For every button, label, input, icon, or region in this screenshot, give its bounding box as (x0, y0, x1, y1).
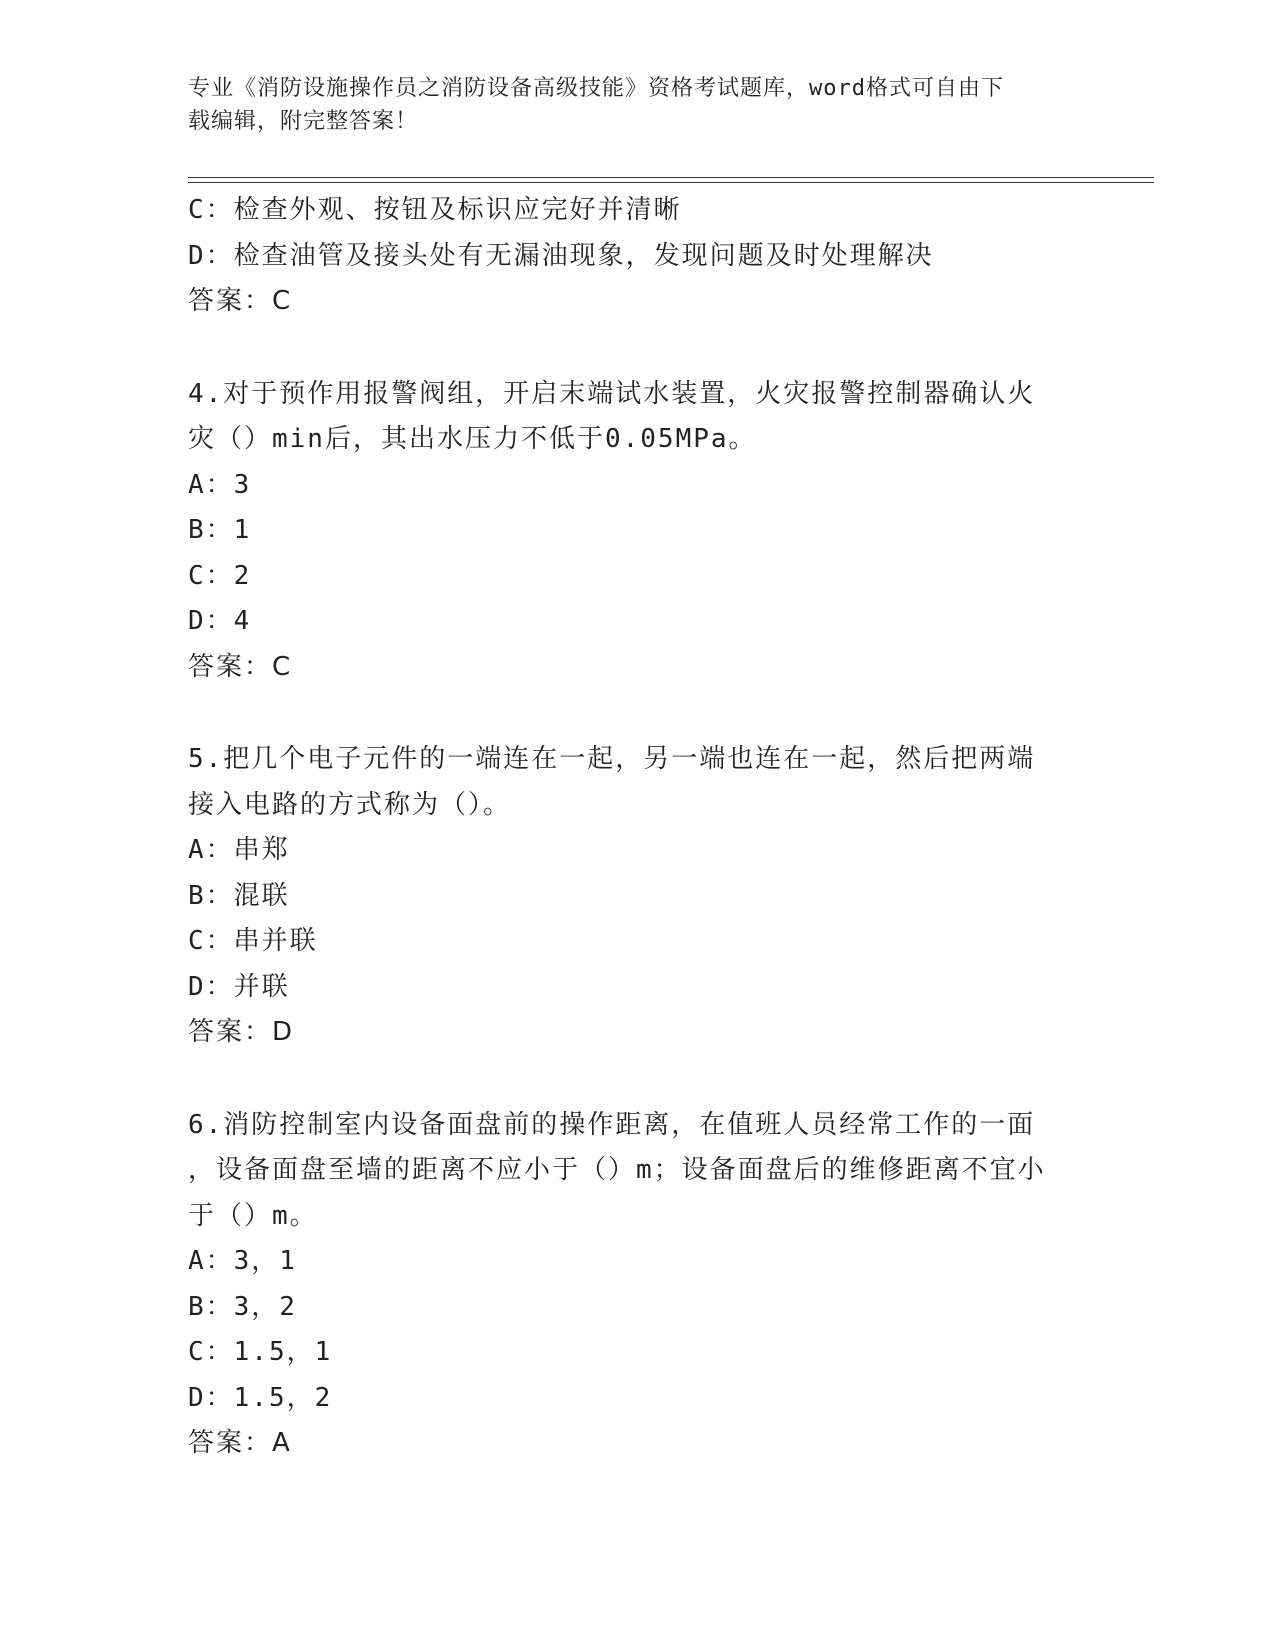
header-divider-top (188, 177, 1154, 178)
header-divider-bottom (188, 182, 1154, 183)
header-line-1: 专业《消防设施操作员之消防设备高级技能》资格考试题库，word格式可自由下 (188, 76, 1004, 101)
question-stem-line: 灾（）min后，其出水压力不低于0.05MPa。 (188, 424, 757, 454)
question-stem-line: 接入电路的方式称为（）。 (188, 789, 512, 820)
question-block-5 (188, 737, 1088, 1056)
question-stem-line: 5.把几个电子元件的一端连在一起，另一端也连在一起，然后把两端 (188, 744, 1036, 774)
question-stem-line: 于（）m。 (188, 1200, 318, 1231)
option-d: D：1.5，2 (188, 1382, 333, 1413)
option-c: C：串并联 (188, 926, 318, 956)
answer-line: 答案：C (188, 651, 293, 682)
document-header (188, 72, 1068, 138)
answer-line: 答案：D (188, 1017, 295, 1047)
option-a: A：3 (188, 469, 252, 500)
question-block-4 (188, 372, 1088, 691)
option-d: D：检查油管及接头处有无漏油现象，发现问题及时处理解决 (188, 240, 934, 271)
question-stem-line: ，设备面盘至墙的距离不应小于（）m；设备面盘后的维修距离不宜小 (188, 1155, 1046, 1185)
question-stem-line: 4.对于预作用报警阀组，开启末端试水装置，火灾报警控制器确认火 (188, 378, 1036, 409)
question-spacer (188, 1056, 1088, 1103)
option-a: A：串郑 (188, 835, 290, 865)
option-b: B：3，2 (188, 1291, 297, 1322)
option-d: D：4 (188, 606, 252, 636)
answer-line: 答案：A (188, 1428, 292, 1458)
option-d: D：并联 (188, 971, 290, 1002)
option-c: C：检查外观、按钮及标识应完好并清晰 (188, 195, 682, 225)
question-block-partial (188, 188, 1088, 325)
option-b: B：混联 (188, 880, 290, 911)
option-c: C：1.5，1 (188, 1337, 333, 1367)
option-a: A：3，1 (188, 1246, 297, 1276)
option-c: C：2 (188, 560, 252, 591)
question-content (188, 188, 1088, 1467)
question-spacer (188, 325, 1088, 372)
question-stem-line: 6.消防控制室内设备面盘前的操作距离，在值班人员经常工作的一面 (188, 1109, 1036, 1140)
question-block-6 (188, 1103, 1088, 1467)
header-line-2: 载编辑，附完整答案！ (188, 109, 419, 134)
question-spacer (188, 690, 1088, 737)
option-b: B：1 (188, 515, 252, 545)
answer-line: 答案：C (188, 286, 293, 316)
